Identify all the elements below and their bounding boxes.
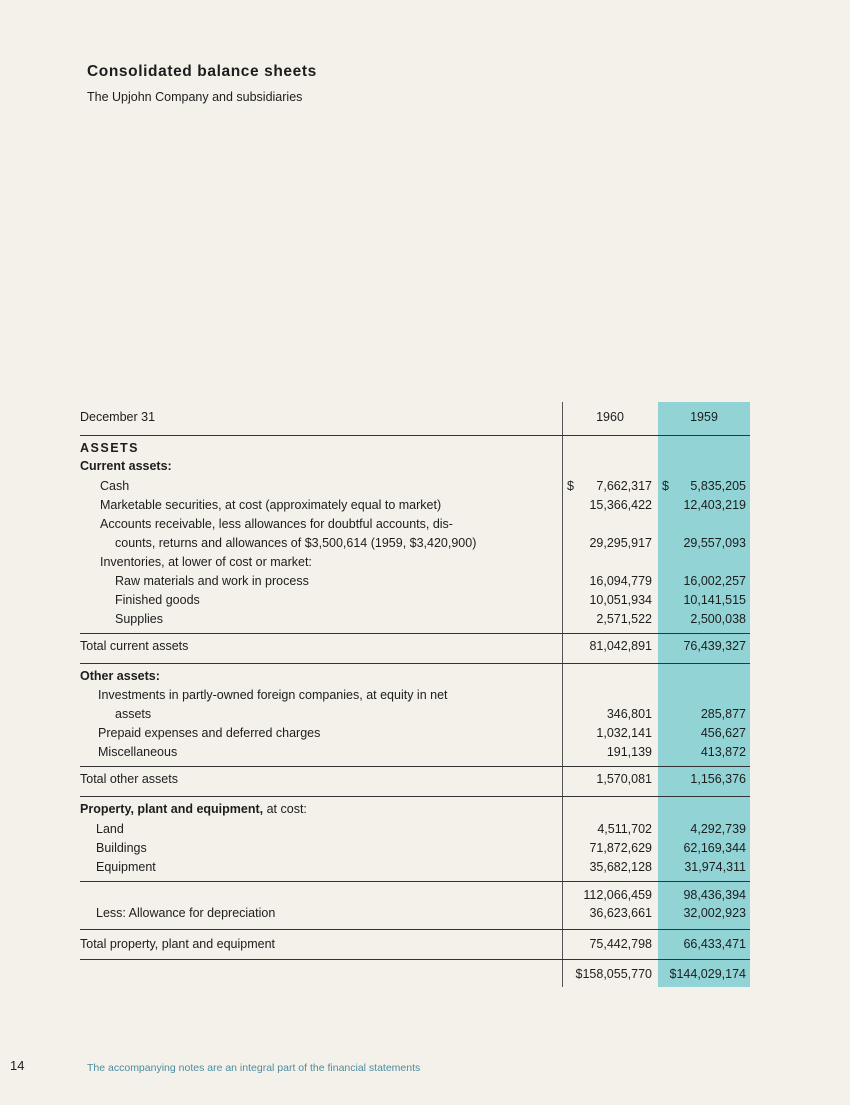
other-assets-heading-row xyxy=(80,667,750,685)
value-1959: 285,877 xyxy=(700,707,746,721)
table-row-securities xyxy=(80,496,750,514)
row-label: Investments in partly-owned foreign companies, at equity in net xyxy=(98,688,448,702)
row-label: Accounts receivable, less allowances for doubtful accounts, dis- xyxy=(100,517,453,531)
page-subtitle: The Upjohn Company and subsidiaries xyxy=(87,90,303,104)
current-assets-heading: Current assets: xyxy=(80,459,172,473)
table-row-total-other-assets xyxy=(80,770,750,788)
current-assets-heading-row xyxy=(80,457,750,475)
table-row-buildings xyxy=(80,839,750,857)
assets-heading: ASSETS xyxy=(80,441,140,455)
value-1960: 10,051,934 xyxy=(589,593,652,607)
value-1959: 29,557,093 xyxy=(683,536,746,550)
table-row-receivable-line1 xyxy=(80,515,750,533)
row-label: Supplies xyxy=(115,612,163,626)
value-1959: 76,439,327 xyxy=(683,639,746,653)
table-row-total-current-assets xyxy=(80,637,750,655)
value-1959: 98,436,394 xyxy=(683,888,746,902)
balance-sheet-table xyxy=(80,402,752,992)
table-row-ppe-subtotal xyxy=(80,886,750,904)
value-1960: 1,032,141 xyxy=(596,726,652,740)
divider xyxy=(80,796,750,797)
divider xyxy=(80,435,750,436)
table-row-land xyxy=(80,820,750,838)
value-1959: 456,627 xyxy=(700,726,746,740)
value-1959: 5,835,205 xyxy=(690,479,746,493)
table-row-grand-total xyxy=(80,965,750,983)
divider xyxy=(80,959,750,960)
row-label: Equipment xyxy=(96,860,156,874)
value-1959: 62,169,344 xyxy=(683,841,746,855)
table-row-receivable xyxy=(80,534,750,552)
value-1959: 12,403,219 xyxy=(683,498,746,512)
value-1960: 16,094,779 xyxy=(589,574,652,588)
divider xyxy=(80,663,750,664)
divider xyxy=(80,766,750,767)
table-row-equipment xyxy=(80,858,750,876)
row-label: Total other assets xyxy=(80,772,178,786)
date-label: December 31 xyxy=(80,410,156,424)
ppe-heading-row xyxy=(80,800,750,818)
value-1960: $158,055,770 xyxy=(575,967,652,981)
divider xyxy=(80,881,750,882)
value-1959: 31,974,311 xyxy=(684,860,746,874)
table-row-supplies xyxy=(80,610,750,628)
page-number: 14 xyxy=(10,1058,25,1073)
table-row-total-ppe xyxy=(80,935,750,953)
column-header-1959: 1959 xyxy=(690,410,718,424)
row-label: Prepaid expenses and deferred charges xyxy=(98,726,321,740)
value-1959: 32,002,923 xyxy=(683,906,746,920)
value-1960: 7,662,317 xyxy=(596,479,652,493)
value-1960: 2,571,522 xyxy=(596,612,652,626)
row-label: Finished goods xyxy=(115,593,200,607)
value-1959: 413,872 xyxy=(700,745,746,759)
other-assets-heading: Other assets: xyxy=(80,669,160,683)
value-1959: 10,141,515 xyxy=(683,593,746,607)
ppe-heading-rest: at cost: xyxy=(263,802,307,816)
value-1959: 1,156,376 xyxy=(690,772,746,786)
row-label: Marketable securities, at cost (approximately equal to market) xyxy=(100,498,442,512)
value-1960: 81,042,891 xyxy=(589,639,652,653)
divider xyxy=(80,633,750,634)
value-1960: 71,872,629 xyxy=(589,841,652,855)
row-label: Raw materials and work in process xyxy=(115,574,309,588)
value-1960: 4,511,702 xyxy=(597,822,652,836)
row-label: Less: Allowance for depreciation xyxy=(96,906,276,920)
value-1959: 66,433,471 xyxy=(683,937,746,951)
value-1960: 75,442,798 xyxy=(589,937,652,951)
value-1960: 191,139 xyxy=(606,745,652,759)
table-row-investments xyxy=(80,705,750,723)
row-label: Cash xyxy=(100,479,130,493)
row-label: Miscellaneous xyxy=(98,745,178,759)
table-row-finished-goods xyxy=(80,591,750,609)
row-label: assets xyxy=(115,707,152,721)
row-label: Land xyxy=(96,822,124,836)
value-1959: $144,029,174 xyxy=(669,967,746,981)
value-1960: 1,570,081 xyxy=(596,772,652,786)
footnote: The accompanying notes are an integral part of the financial statements xyxy=(87,1062,421,1074)
value-1959: 16,002,257 xyxy=(683,574,746,588)
value-1960: 112,066,459 xyxy=(583,888,652,902)
table-row-depreciation xyxy=(80,904,750,922)
table-row-prepaid xyxy=(80,724,750,742)
row-label: Buildings xyxy=(96,841,147,855)
value-1960: 15,366,422 xyxy=(589,498,652,512)
row-label: counts, returns and allowances of $3,500,614 (1959, $3,420,900) xyxy=(115,536,477,550)
value-1960: 29,295,917 xyxy=(589,536,652,550)
ppe-heading-bold: Property, plant and equipment, xyxy=(80,802,264,816)
table-header-row xyxy=(80,408,750,426)
table-row-miscellaneous xyxy=(80,743,750,761)
row-label: Total property, plant and equipment xyxy=(80,937,276,951)
value-1960: 36,623,661 xyxy=(589,906,652,920)
row-label: Inventories, at lower of cost or market: xyxy=(100,555,312,569)
value-1959: 4,292,739 xyxy=(690,822,746,836)
table-row-raw-materials xyxy=(80,572,750,590)
divider xyxy=(80,929,750,930)
value-1960: 35,682,128 xyxy=(589,860,652,874)
value-1959: 2,500,038 xyxy=(690,612,746,626)
table-row-investments-line1 xyxy=(80,686,750,704)
page-title: Consolidated balance sheets xyxy=(87,63,317,80)
table-row-inventories-heading xyxy=(80,553,750,571)
ppe-heading xyxy=(80,800,307,818)
column-header-1960: 1960 xyxy=(596,410,624,424)
dollar-sign-1960: $ xyxy=(567,479,574,493)
value-1960: 346,801 xyxy=(606,707,652,721)
table-row-cash xyxy=(80,477,750,495)
assets-heading-row xyxy=(80,439,750,457)
row-label: Total current assets xyxy=(80,639,189,653)
dollar-sign-1959: $ xyxy=(662,479,669,493)
